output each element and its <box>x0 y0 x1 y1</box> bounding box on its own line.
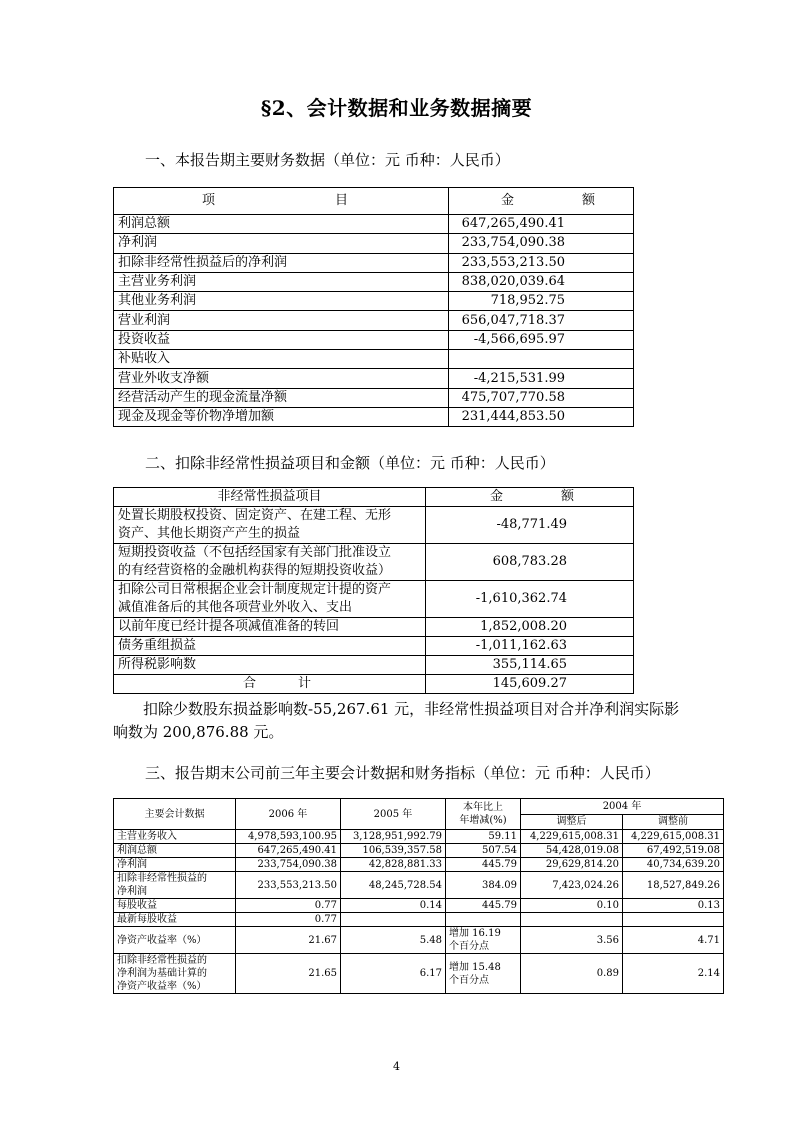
total-label: 合 计 <box>114 675 426 694</box>
row-item <box>114 858 236 872</box>
cell-change <box>446 913 521 927</box>
row-item <box>114 844 236 858</box>
table-row <box>114 330 634 349</box>
cell-2005: 42,828,881.33 <box>341 858 446 872</box>
header-adjusted-after: 调整后 <box>521 814 623 830</box>
row-amount: 231,444,853.50 <box>449 407 634 426</box>
row-item <box>114 507 426 544</box>
row-item-line: 净利润 <box>117 859 147 870</box>
table-row <box>114 311 634 330</box>
header-item: 非经常性损益项目 <box>114 488 426 507</box>
header-change: 本年比上 年增减(%) <box>446 799 521 830</box>
cell-change: 384.09 <box>446 872 521 899</box>
cell-change <box>446 927 521 954</box>
row-item <box>114 927 236 954</box>
row-amount: 656,047,718.37 <box>449 311 634 330</box>
row-item-line: 处置长期股权投资、固定资产、在建工程、无形 <box>118 508 392 523</box>
table-row <box>114 858 724 872</box>
minority-interest-note: 扣除少数股东损益影响数-55,267.61 元，非经常性损益项目对合并净利润实际影响数为 200,876.88 元。 <box>113 700 680 741</box>
table-row <box>114 292 634 311</box>
row-amount: -48,771.49 <box>426 507 634 544</box>
table-row <box>114 215 634 234</box>
row-item: 现金及现金等价物净增加额 <box>114 407 449 426</box>
row-item-line: 所得税影响数 <box>118 657 197 672</box>
row-item <box>114 656 426 675</box>
row-item-line: 债务重组损益 <box>118 638 197 653</box>
section1-heading: 一、本报告期主要财务数据（单位：元 币种：人民币） <box>145 151 510 169</box>
row-item: 净利润 <box>114 234 449 253</box>
row-amount: 355,114.65 <box>426 656 634 675</box>
table-row <box>114 830 724 844</box>
cell-2005: 6.17 <box>341 954 446 994</box>
table-header <box>114 188 634 215</box>
cell-2004-adjusted-before: 40,734,639.20 <box>623 858 724 872</box>
table-row <box>114 234 634 253</box>
row-item-line: 扣除非经常性损益的 <box>117 873 207 884</box>
page-title: §2、会计数据和业务数据摘要 <box>260 96 533 120</box>
row-amount: 233,553,213.50 <box>449 253 634 272</box>
row-amount: -1,610,362.74 <box>426 581 634 618</box>
table-row <box>114 844 724 858</box>
cell-2006: 233,553,213.50 <box>236 872 341 899</box>
cell-2006: 0.77 <box>236 913 341 927</box>
row-item-line: 扣除非经常性损益的 <box>117 955 207 966</box>
total-row <box>114 675 634 694</box>
section3-heading: 三、报告期末公司前三年主要会计数据和财务指标（单位：元 币种：人民币） <box>145 764 660 782</box>
row-item: 营业利润 <box>114 311 449 330</box>
cell-2006: 21.67 <box>236 927 341 954</box>
table-row <box>114 369 634 388</box>
cell-change: 445.79 <box>446 858 521 872</box>
three-year-data-table <box>113 798 724 994</box>
table-row <box>114 507 634 544</box>
row-item-line: 扣除公司日常根据企业会计制度规定计提的资产 <box>118 582 392 597</box>
change-line: 个百分点 <box>449 941 489 952</box>
cell-2004-adjusted-after: 0.89 <box>521 954 623 994</box>
row-item: 经营活动产生的现金流量净额 <box>114 388 449 407</box>
row-amount: 838,020,039.64 <box>449 272 634 291</box>
header-item: 项 目 <box>114 188 449 215</box>
row-item <box>114 830 236 844</box>
header-adjusted-before: 调整前 <box>623 814 724 830</box>
cell-2005: 5.48 <box>341 927 446 954</box>
table-row <box>114 927 724 954</box>
row-item <box>114 637 426 656</box>
cell-2005: 3,128,951,992.79 <box>341 830 446 844</box>
row-item-line: 利润总额 <box>117 845 157 856</box>
row-item: 其他业务利润 <box>114 292 449 311</box>
table-row <box>114 618 634 637</box>
table-row <box>114 899 724 913</box>
header-2006: 2006 年 <box>236 799 341 830</box>
cell-2006: 233,754,090.38 <box>236 858 341 872</box>
cell-2004-adjusted-before: 67,492,519.08 <box>623 844 724 858</box>
change-line: 增加 16.19 <box>449 928 501 939</box>
change-line: 增加 15.48 <box>449 961 501 973</box>
main-financial-table <box>113 187 634 427</box>
row-item: 补贴收入 <box>114 350 449 369</box>
table-header <box>114 488 634 507</box>
table-row <box>114 388 634 407</box>
cell-2005: 106,539,357.58 <box>341 844 446 858</box>
row-item: 利润总额 <box>114 215 449 234</box>
cell-2006: 4,978,593,100.95 <box>236 830 341 844</box>
cell-2004-adjusted-before: 2.14 <box>623 954 724 994</box>
table-row <box>114 913 724 927</box>
table-row <box>114 872 724 899</box>
row-amount: -4,215,531.99 <box>449 369 634 388</box>
row-item-line: 净资产收益率（%） <box>117 981 207 992</box>
row-item-line: 主营业务收入 <box>117 831 177 842</box>
table-row <box>114 272 634 291</box>
row-item <box>114 544 426 581</box>
row-item-line: 净利润为基础计算的 <box>117 968 207 979</box>
cell-2004-adjusted-after: 4,229,615,008.31 <box>521 830 623 844</box>
row-amount: -1,011,162.63 <box>426 637 634 656</box>
row-item-line: 短期投资收益（不包括经国家有关部门批准设立 <box>118 545 392 560</box>
table-header-row1 <box>114 799 724 815</box>
page-number: 4 <box>393 1060 400 1073</box>
section2-heading: 二、扣除非经常性损益项目和金额（单位：元 币种：人民币） <box>145 454 555 472</box>
header-2005: 2005 年 <box>341 799 446 830</box>
non-recurring-items-table <box>113 487 634 694</box>
cell-2004-adjusted-after <box>521 913 623 927</box>
table-row <box>114 637 634 656</box>
row-amount: 718,952.75 <box>449 292 634 311</box>
row-item: 营业外收支净额 <box>114 369 449 388</box>
cell-2004-adjusted-before: 4.71 <box>623 927 724 954</box>
row-item-line: 的有经营资格的金融机构获得的短期投资收益） <box>118 563 392 578</box>
cell-2004-adjusted-before: 4,229,615,008.31 <box>623 830 724 844</box>
cell-change: 59.11 <box>446 830 521 844</box>
header-amount: 金 额 <box>449 188 634 215</box>
row-amount <box>449 350 634 369</box>
row-item <box>114 913 236 927</box>
table-row <box>114 954 724 994</box>
row-amount: -4,566,695.97 <box>449 330 634 349</box>
cell-2005: 48,245,728.54 <box>341 872 446 899</box>
cell-2004-adjusted-before <box>623 913 724 927</box>
table-row <box>114 350 634 369</box>
row-item-line: 每股收益 <box>117 900 157 911</box>
table-row <box>114 544 634 581</box>
cell-2004-adjusted-after: 0.10 <box>521 899 623 913</box>
cell-2006: 0.77 <box>236 899 341 913</box>
cell-2006: 21.65 <box>236 954 341 994</box>
cell-2004-adjusted-after: 3.56 <box>521 927 623 954</box>
row-item-line: 净资产收益率（%） <box>117 934 207 946</box>
row-item <box>114 899 236 913</box>
cell-change: 507.54 <box>446 844 521 858</box>
row-item-line: 资产、其他长期资产产生的损益 <box>118 526 301 541</box>
table-row <box>114 253 634 272</box>
table-row <box>114 407 634 426</box>
row-amount: 608,783.28 <box>426 544 634 581</box>
row-amount: 647,265,490.41 <box>449 215 634 234</box>
total-amount: 145,609.27 <box>426 675 634 694</box>
cell-2004-adjusted-after: 7,423,024.26 <box>521 872 623 899</box>
cell-2004-adjusted-after: 54,428,019.08 <box>521 844 623 858</box>
row-amount: 1,852,008.20 <box>426 618 634 637</box>
row-amount: 475,707,770.58 <box>449 388 634 407</box>
row-item-line: 以前年度已经计提各项减值准备的转回 <box>118 619 340 634</box>
row-amount: 233,754,090.38 <box>449 234 634 253</box>
table-row <box>114 581 634 618</box>
header-amount: 金 额 <box>426 488 634 507</box>
row-item: 投资收益 <box>114 330 449 349</box>
table-row <box>114 656 634 675</box>
row-item: 扣除非经常性损益后的净利润 <box>114 253 449 272</box>
cell-2004-adjusted-after: 29,629,814.20 <box>521 858 623 872</box>
cell-change <box>446 954 521 994</box>
change-line: 个百分点 <box>449 974 489 986</box>
row-item-line: 净利润 <box>117 886 147 897</box>
cell-2005: 0.14 <box>341 899 446 913</box>
row-item <box>114 618 426 637</box>
row-item: 主营业务利润 <box>114 272 449 291</box>
cell-change: 445.79 <box>446 899 521 913</box>
cell-2004-adjusted-before: 18,527,849.26 <box>623 872 724 899</box>
row-item <box>114 581 426 618</box>
header-item: 主要会计数据 <box>114 799 236 830</box>
row-item <box>114 954 236 994</box>
row-item-line: 减值准备后的其他各项营业外收入、支出 <box>118 600 353 615</box>
cell-2006: 647,265,490.41 <box>236 844 341 858</box>
row-item <box>114 872 236 899</box>
row-item-line: 最新每股收益 <box>117 914 177 925</box>
header-2004: 2004 年 <box>521 799 724 815</box>
cell-2004-adjusted-before: 0.13 <box>623 899 724 913</box>
cell-2005 <box>341 913 446 927</box>
